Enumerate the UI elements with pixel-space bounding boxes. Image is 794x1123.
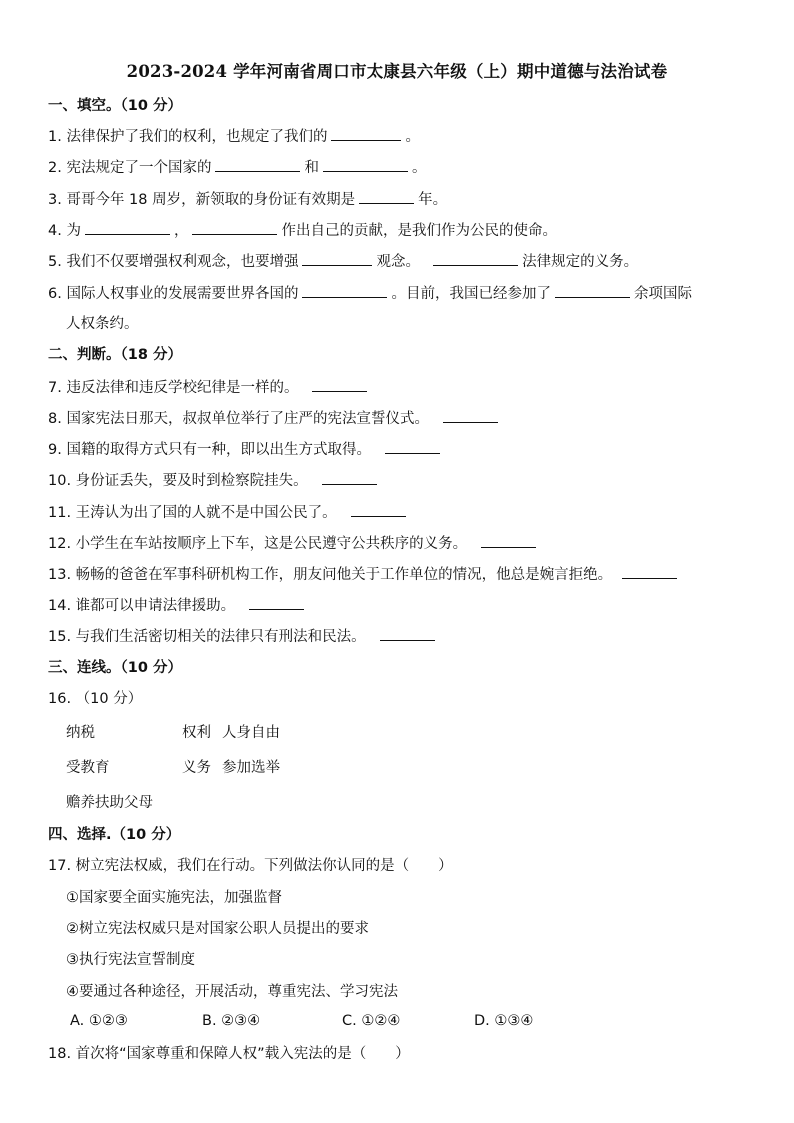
answer-blank[interactable]	[312, 377, 367, 392]
question-14	[48, 595, 308, 616]
match-right-item[interactable]: 人身自由	[222, 725, 280, 741]
q4-end: 作出自己的贡献，是我们作为公民的使命。	[281, 223, 557, 239]
q1-end: 。	[405, 129, 420, 145]
answer-blank[interactable]	[323, 157, 408, 172]
match-mid-item[interactable]: 权利	[182, 725, 211, 741]
question-6-cont: 人权条约。	[66, 316, 139, 332]
q15-text: 15. 与我们生活密切相关的法律只有刑法和民法。	[48, 629, 366, 645]
answer-blank[interactable]	[302, 251, 372, 266]
question-9	[48, 439, 444, 460]
section-fill-in: 一、填空。（10 分）	[48, 98, 182, 114]
q12-text: 12. 小学生在车站按顺序上下车，这是公民遵守公共秩序的义务。	[48, 536, 468, 552]
match-right-item[interactable]: 参加选举	[222, 760, 280, 776]
answer-blank[interactable]	[359, 189, 414, 204]
question-5	[48, 251, 638, 272]
q6-end: 余项国际	[633, 286, 692, 302]
option-a[interactable]: A. ①②③	[70, 1013, 128, 1029]
question-12	[48, 533, 540, 554]
match-left-item[interactable]: 受教育	[66, 760, 110, 776]
question-4	[48, 220, 557, 241]
q4-comma: ，	[173, 223, 189, 239]
answer-blank[interactable]	[385, 439, 440, 454]
question-16: 16. （10 分）	[48, 691, 143, 707]
q6-text: 6. 国际人权事业的发展需要世界各国的	[48, 286, 299, 302]
question-7	[48, 377, 371, 398]
statement-1: ①国家要全面实施宪法，加强监督	[66, 890, 282, 906]
q13-text: 13. 畅畅的爸爸在军事科研机构工作，朋友问他关于工作单位的情况，他总是婉言拒绝。	[48, 567, 613, 583]
q14-text: 14. 谁都可以申请法律援助。	[48, 598, 236, 614]
answer-blank[interactable]	[351, 502, 406, 517]
question-13	[48, 564, 681, 585]
option-c[interactable]: C. ①②④	[342, 1013, 401, 1029]
question-8	[48, 408, 502, 429]
exam-title: 2023-2024 学年河南省周口市太康县六年级（上）期中道德与法治试卷	[126, 62, 668, 81]
answer-blank[interactable]	[85, 220, 170, 235]
q11-text: 11. 王涛认为出了国的人就不是中国公民了。	[48, 505, 337, 521]
question-10	[48, 470, 381, 491]
question-2	[48, 157, 426, 178]
question-18: 18. 首次将“国家尊重和保障人权”载入宪法的是（ ）	[48, 1046, 410, 1062]
q2-and: 和	[304, 160, 319, 176]
answer-blank[interactable]	[481, 533, 536, 548]
match-left-item[interactable]: 纳税	[66, 725, 95, 741]
q3-text: 3. 哥哥今年 18 周岁，新领取的身份证有效期是	[48, 192, 356, 208]
answer-blank[interactable]	[322, 470, 377, 485]
q4-text: 4. 为	[48, 223, 81, 239]
question-6	[48, 283, 692, 304]
answer-blank[interactable]	[555, 283, 630, 298]
q1-text: 1. 法律保护了我们的权利，也规定了我们的	[48, 129, 328, 145]
answer-blank[interactable]	[249, 595, 304, 610]
q5-text: 5. 我们不仅要增强权利观念，也要增强	[48, 254, 299, 270]
q9-text: 9. 国籍的取得方式只有一种，即以出生方式取得。	[48, 442, 371, 458]
answer-blank[interactable]	[215, 157, 300, 172]
question-15	[48, 626, 439, 647]
answer-blank[interactable]	[331, 126, 401, 141]
statement-3: ③执行宪法宣誓制度	[66, 952, 195, 968]
section-judge: 二、判断。（18 分）	[48, 347, 182, 363]
answer-blank[interactable]	[380, 626, 435, 641]
answer-blank[interactable]	[192, 220, 277, 235]
answer-blank[interactable]	[433, 251, 518, 266]
q2-end: 。	[411, 160, 427, 176]
question-17: 17. 树立宪法权威，我们在行动。下列做法你认同的是（ ）	[48, 858, 453, 874]
answer-blank[interactable]	[302, 283, 387, 298]
q2-text: 2. 宪法规定了一个国家的	[48, 160, 212, 176]
match-left-item[interactable]: 赡养扶助父母	[66, 795, 153, 811]
section-match: 三、连线。（10 分）	[48, 660, 182, 676]
q6-mid: 。目前，我国已经参加了	[391, 286, 551, 302]
q8-text: 8. 国家宪法日那天，叔叔单位举行了庄严的宪法宣誓仪式。	[48, 411, 429, 427]
q5-end: 法律规定的义务。	[522, 254, 639, 270]
question-11	[48, 502, 410, 523]
section-choice: 四、选择.（10 分）	[48, 827, 181, 843]
statement-4: ④要通过各种途径，开展活动，尊重宪法、学习宪法	[66, 984, 398, 1000]
question-3	[48, 189, 447, 210]
answer-blank[interactable]	[622, 564, 677, 579]
question-1	[48, 126, 420, 147]
option-b[interactable]: B. ②③④	[202, 1013, 261, 1029]
q7-text: 7. 违反法律和违反学校纪律是一样的。	[48, 380, 299, 396]
q10-text: 10. 身份证丢失，要及时到检察院挂失。	[48, 473, 308, 489]
q3-end: 年。	[418, 192, 448, 208]
q5-mid: 观念。	[376, 254, 420, 270]
option-d[interactable]: D. ①③④	[474, 1013, 534, 1029]
match-mid-item[interactable]: 义务	[182, 760, 211, 776]
statement-2: ②树立宪法权威只是对国家公职人员提出的要求	[66, 921, 369, 937]
answer-blank[interactable]	[443, 408, 498, 423]
